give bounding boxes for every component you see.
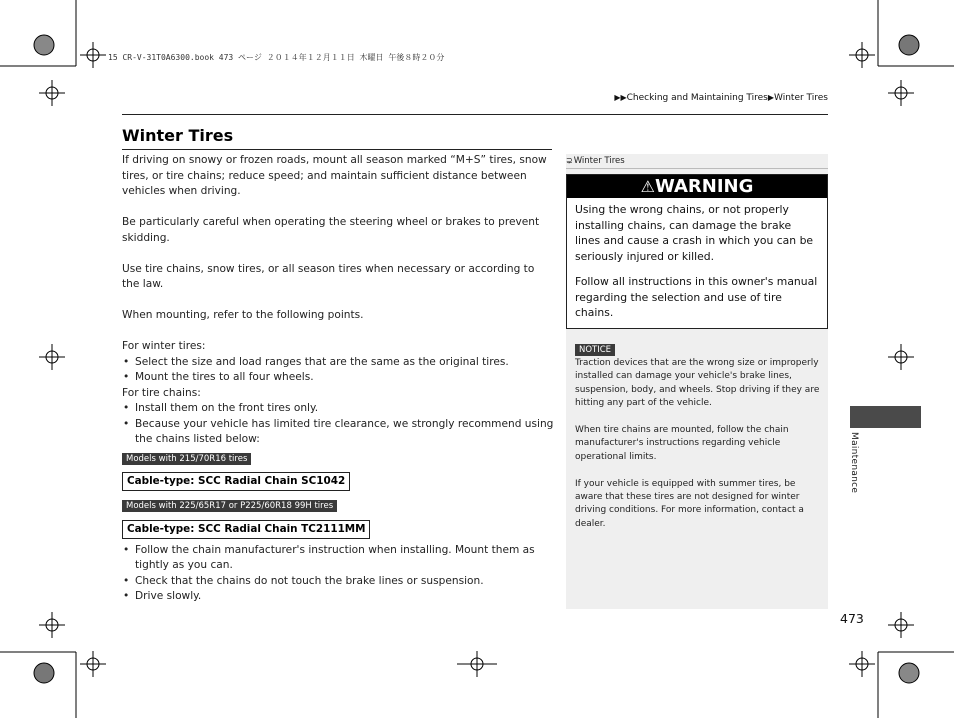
tire-chains-list	[122, 401, 554, 448]
caution-paragraph: Be particularly careful when operating the steering wheel or brakes to prevent skidding.	[122, 216, 540, 244]
warning-triangle-icon: ⚠	[640, 177, 655, 196]
list-item: • Follow the chain manufacturer's instruction when installing. Mount them as tightly as you can.	[122, 543, 554, 574]
header-rule	[122, 114, 828, 115]
breadcrumb-arrow-icon: ▶▶	[614, 93, 627, 102]
section-tab[interactable]	[850, 406, 921, 428]
page-title: Winter Tires	[122, 126, 234, 145]
breadcrumb-item-1[interactable]: Checking and Maintaining Tires	[626, 93, 768, 103]
list-item: • Drive slowly.	[122, 589, 554, 605]
law-paragraph: Use tire chains, snow tires, or all season tires when necessary or according to the law.	[122, 262, 535, 290]
warning-title: WARNING	[654, 176, 754, 197]
reference-arrow-icon: ⊋	[566, 156, 573, 165]
sidebar-panel	[566, 154, 828, 609]
section-tab-label: Maintenance	[849, 432, 859, 494]
intro-paragraph: If driving on snowy or frozen roads, mount all season marked “M+S” tires, snow tires, or tire chains; reduce speed; and maintain sufficient distance between vehicles when driving.	[122, 154, 547, 197]
page-number: 473	[840, 611, 864, 626]
warning-paragraph-2: Follow all instructions in this owner's manual regarding the selection and use of tire chains.	[575, 275, 818, 319]
notice-paragraph-3: If your vehicle is equipped with summer tires, be aware that these tires are not designed for winter driving conditions. For more information, contact a dealer.	[575, 478, 804, 529]
list-item: • Because your vehicle has limited tire clearance, we strongly recommend using the chains listed below:	[122, 417, 554, 448]
notice-paragraph-2: When tire chains are mounted, follow the chain manufacturer's instructions regarding vehicle operational limits.	[575, 425, 789, 462]
notice-text	[575, 357, 823, 545]
list-item: • Mount the tires to all four wheels.	[122, 370, 554, 386]
winter-tires-heading: For winter tires:	[122, 340, 206, 352]
mounting-paragraph: When mounting, refer to the following points.	[122, 309, 364, 321]
warning-paragraph-1: Using the wrong chains, or not properly installing chains, can damage the brake lines and cause a crash in which you can be seriously injured or killed.	[575, 203, 814, 263]
print-header: 15 CR-V-31T0A6300.book 473 ページ ２０１４年１２月１１日 木曜日 午後８時２０分	[108, 53, 445, 62]
list-item: • Install them on the front tires only.	[122, 401, 554, 417]
sidebar-header-label: Winter Tires	[573, 156, 625, 166]
model-label-215: Models with 215/70R16 tires	[122, 453, 251, 465]
main-content	[122, 153, 554, 605]
chain-recommendation-1: Cable-type: SCC Radial Chain SC1042	[122, 472, 350, 491]
warning-title-bar	[567, 175, 827, 198]
list-item: • Select the size and load ranges that are the same as the original tires.	[122, 355, 554, 371]
model-label-225: Models with 225/65R17 or P225/60R18 99H tires	[122, 500, 337, 512]
winter-tires-list	[122, 355, 554, 386]
chain-recommendation-2: Cable-type: SCC Radial Chain TC2111MM	[122, 520, 370, 539]
tire-chains-heading: For tire chains:	[122, 386, 201, 399]
notice-label: NOTICE	[575, 344, 615, 356]
sidebar-header	[566, 154, 828, 169]
breadcrumb-arrow-icon: ▶	[767, 93, 775, 102]
warning-box	[566, 174, 828, 329]
notice-paragraph-1: Traction devices that are the wrong size or improperly installed can damage your vehicle's brake lines, suspension, body, and wheels. Stop driving if they are hitting any part of the vehicle.	[575, 358, 820, 409]
breadcrumb-item-2[interactable]: Winter Tires	[774, 93, 828, 103]
list-item: • Check that the chains do not touch the brake lines or suspension.	[122, 574, 554, 590]
chain-instructions-list	[122, 543, 554, 605]
breadcrumb	[614, 93, 828, 103]
title-rule	[122, 149, 552, 150]
